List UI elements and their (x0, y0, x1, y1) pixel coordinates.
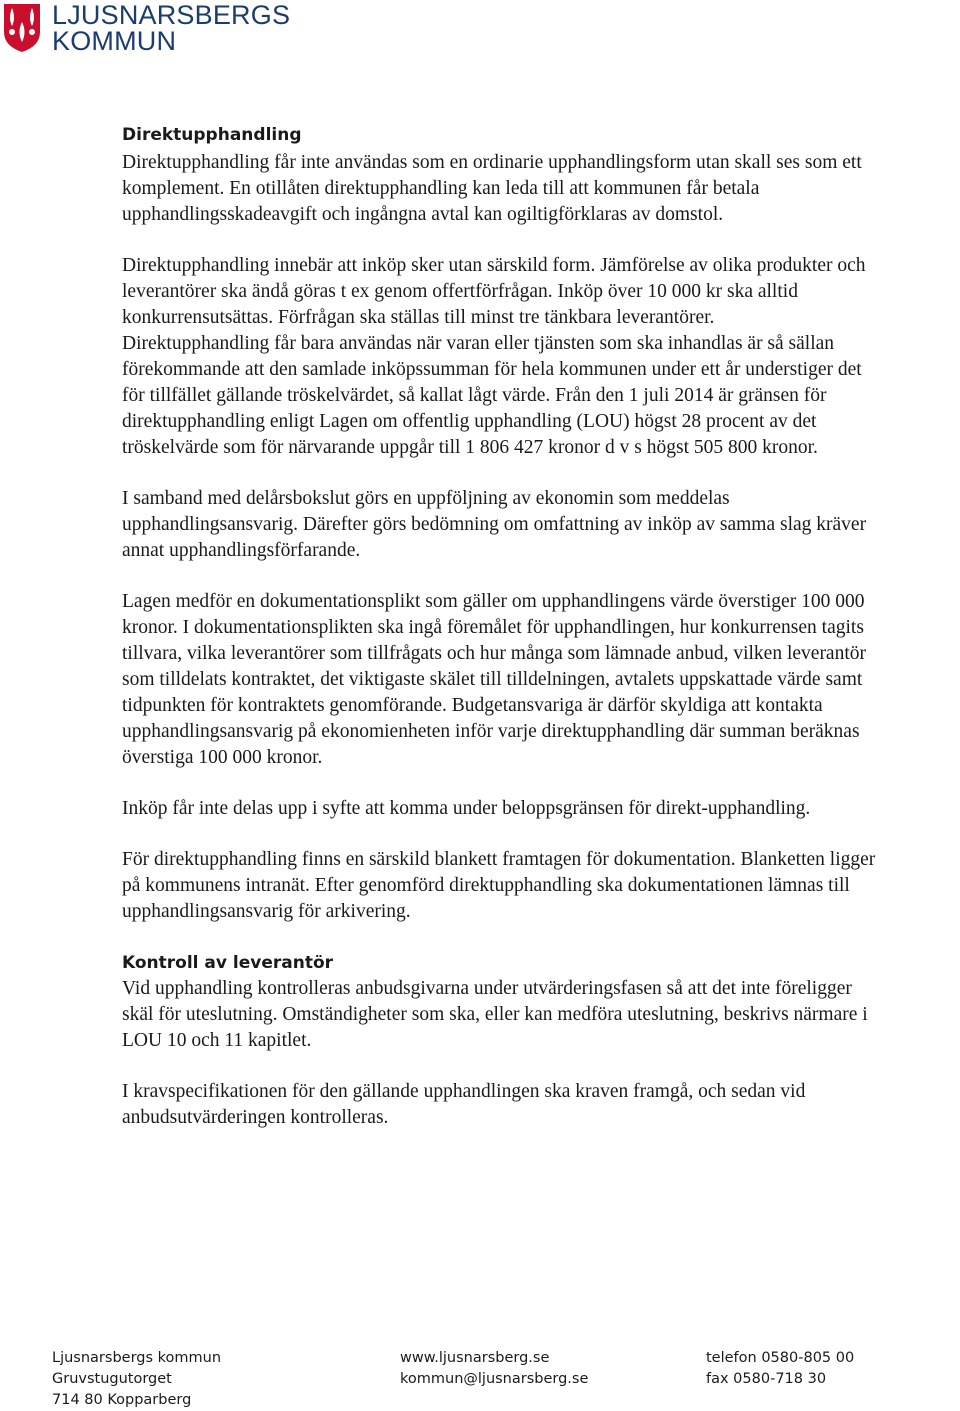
paragraph-2: Direktupphandling innebär att inköp sker utan särskild form. Jämförelse av olika produkter och leverantörer ska ändå göras t ex genom offertförfrågan. Inköp över 10 000 kr ska alltid konkurrensutsättas. Förfrågan ska ställas till minst tre tänkbara leverantörer. (122, 255, 866, 328)
logo-line1: LJUSNARSBERGS (52, 0, 291, 30)
paragraph-9: I kravspecifikationen för den gällande upphandlingen ska kraven framgå, och sedan vid anbudsutvärderingen kontrolleras. (122, 1081, 806, 1128)
footer-fax: fax 0580-718 30 (706, 1371, 827, 1387)
footer-web (400, 1348, 588, 1390)
document-body (122, 122, 882, 1131)
paragraph-3: Direktupphandling får bara användas när varan eller tjänsten som ska inhandlas är så sällan förekommande att den samlade inköpssumman för hela kommunen under ett år understiger det för tillfället gällande tröskelvärdet, så kallat lågt värde. Från den 1 juli 2014 är gränsen för direktupphandling enligt Lagen om offentlig upphandling (LOU) högst 28 procent av det tröskelvärde som för närvarande uppgår till 1 806 427 kronor d v s högst 505 800 kronor. (122, 333, 862, 458)
section-heading-direktupphandling: Direktupphandling (122, 125, 302, 145)
footer-phone: telefon 0580-805 00 (706, 1350, 855, 1366)
paragraph-7: För direktupphandling finns en särskild blankett framtagen för dokumentation. Blanketten ligger på kommunens intranät. Efter genomförd direktupphandling ska dokumentationen lämnas till upphandlingsansvarig för arkivering. (122, 849, 876, 922)
footer-org-name: Ljusnarsbergs kommun (52, 1350, 222, 1366)
municipality-logo (0, 0, 300, 60)
logo-line2: KOMMUN (52, 26, 177, 56)
section-heading-kontroll: Kontroll av leverantör (122, 953, 334, 973)
paragraph-6: Inköp får inte delas upp i syfte att komma under beloppsgränsen för direkt-upphandling. (122, 798, 811, 819)
footer-email-link[interactable]: kommun@ljusnarsberg.se (400, 1371, 589, 1387)
footer-contact (706, 1348, 854, 1390)
logo-wordmark (52, 2, 290, 54)
paragraph-4: I samband med delårsbokslut görs en uppföljning av ekonomin som meddelas upphandlingsansvarig. Därefter görs bedömning om omfattning av inköp av samma slag kräver annat upphandlingsförfarande. (122, 488, 867, 561)
paragraph-1: Direktupphandling får inte användas som en ordinarie upphandlingsform utan skall ses som ett komplement. En otillåten direktupphandling kan leda till att kommunen får betala upphandlingsskadeavgift och ingångna avtal kan ogiltigförklaras av domstol. (122, 152, 862, 225)
coat-of-arms-icon (2, 2, 42, 54)
footer-postal: 714 80 Kopparberg (52, 1392, 192, 1408)
footer-address (52, 1348, 221, 1411)
footer-website-link[interactable]: www.ljusnarsberg.se (400, 1350, 550, 1366)
paragraph-5: Lagen medför en dokumentationsplikt som gäller om upphandlingens värde överstiger 100 000 kronor. I dokumentationsplikten ska ingå föremålet för upphandlingen, hur konkurrensen tagits tillvara, vilka leverantörer som tillfrågats och hur många som lämnade anbud, vilken leverantör som tilldelats kontraktet, det viktigaste skälet till tilldelningen, avtalets uppskattade värde samt tidpunkten för kontraktets genomförande. Budgetansvariga är därför skyldiga att kontakta upphandlingsansvarig på ekonomienheten inför varje direktupphandling där summan beräknas överstiga 100 000 kronor. (122, 591, 866, 768)
paragraph-8: Vid upphandling kontrolleras anbudsgivarna under utvärderingsfasen så att det inte föreligger skäl för uteslutning. Omständigheter som ska, eller kan medföra uteslutning, beskrivs närmare i LOU 10 och 11 kapitlet. (122, 978, 868, 1051)
footer-street: Gruvstugutorget (52, 1371, 172, 1387)
